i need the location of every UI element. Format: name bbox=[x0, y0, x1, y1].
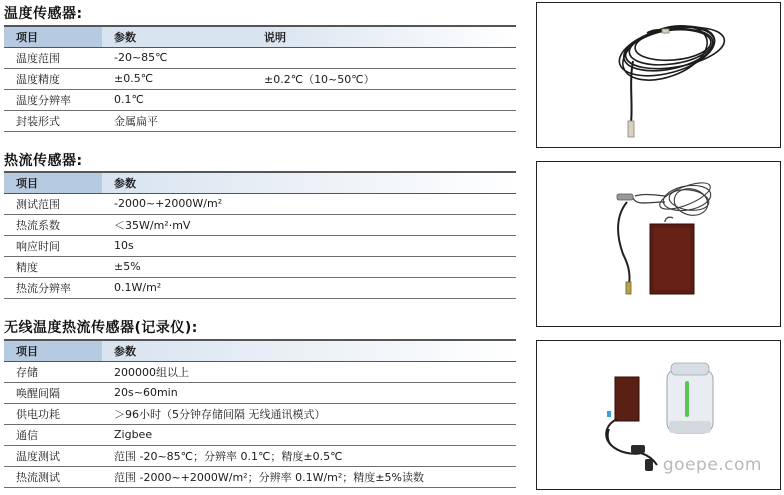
table-row bbox=[4, 110, 516, 131]
heat-flow-sensor-spec-table bbox=[4, 171, 516, 299]
table-row bbox=[4, 193, 516, 214]
table-row bbox=[4, 466, 516, 487]
row-label: 温度分辨率 bbox=[4, 89, 102, 110]
row-value: 200000组以上 bbox=[102, 361, 516, 382]
header-item: 项目 bbox=[4, 172, 102, 193]
temperature-sensor-spec-table bbox=[4, 25, 516, 132]
row-note bbox=[252, 89, 516, 110]
row-note bbox=[252, 47, 516, 68]
heat-flux-plate-icon bbox=[537, 162, 781, 327]
row-value: -20~85℃ bbox=[102, 47, 252, 68]
row-value: -2000~+2000W/m² bbox=[102, 193, 516, 214]
wireless-logger-spec-table bbox=[4, 339, 516, 488]
cable-probe-icon bbox=[537, 3, 781, 148]
row-value: ±5% bbox=[102, 256, 516, 277]
temperature-sensor-probe-photo bbox=[536, 2, 781, 148]
row-label: 存储 bbox=[4, 361, 102, 382]
row-value: 20s~60min bbox=[102, 382, 516, 403]
row-label: 温度范围 bbox=[4, 47, 102, 68]
row-label: 测试范围 bbox=[4, 193, 102, 214]
table-row bbox=[4, 68, 516, 89]
row-label: 精度 bbox=[4, 256, 102, 277]
table-row bbox=[4, 89, 516, 110]
table-header-row bbox=[4, 172, 516, 193]
table-row bbox=[4, 47, 516, 68]
row-label: 热流系数 bbox=[4, 214, 102, 235]
row-label: 供电功耗 bbox=[4, 403, 102, 424]
header-item: 项目 bbox=[4, 26, 102, 47]
header-description: 说明 bbox=[252, 26, 516, 47]
header-item: 项目 bbox=[4, 340, 102, 361]
row-value: ＞96小时（5分钟存储间隔 无线通讯模式） bbox=[102, 403, 516, 424]
row-label: 温度精度 bbox=[4, 68, 102, 89]
row-value: 0.1W/m² bbox=[102, 277, 516, 298]
table-row bbox=[4, 277, 516, 298]
header-parameter: 参数 bbox=[102, 26, 252, 47]
row-value: 金属扁平 bbox=[102, 110, 252, 131]
table-row bbox=[4, 424, 516, 445]
table-row bbox=[4, 256, 516, 277]
row-value: 范围 -20~85℃；分辨率 0.1℃；精度±0.5℃ bbox=[102, 445, 516, 466]
row-label: 封装形式 bbox=[4, 110, 102, 131]
section-title-temperature-sensor: 温度传感器: bbox=[4, 6, 83, 22]
section-title-wireless-logger: 无线温度热流传感器(记录仪): bbox=[4, 320, 198, 336]
row-value: 0.1℃ bbox=[102, 89, 252, 110]
table-row bbox=[4, 382, 516, 403]
row-note bbox=[252, 110, 516, 131]
wireless-logger-photo bbox=[536, 340, 781, 490]
row-label: 通信 bbox=[4, 424, 102, 445]
row-value: ±0.5℃ bbox=[102, 68, 252, 89]
row-value: 10s bbox=[102, 235, 516, 256]
table-row bbox=[4, 235, 516, 256]
row-label: 唤醒间隔 bbox=[4, 382, 102, 403]
row-label: 温度测试 bbox=[4, 445, 102, 466]
table-header-row bbox=[4, 26, 516, 47]
section-title-heat-flow-sensor: 热流传感器: bbox=[4, 153, 83, 169]
row-label: 热流测试 bbox=[4, 466, 102, 487]
row-value: Zigbee bbox=[102, 424, 516, 445]
watermark-text: goepe.com bbox=[662, 455, 762, 475]
header-parameter: 参数 bbox=[102, 172, 516, 193]
row-note: ±0.2℃（10~50℃） bbox=[252, 68, 516, 89]
heat-flow-sensor-plate-photo bbox=[536, 161, 781, 327]
row-label: 热流分辨率 bbox=[4, 277, 102, 298]
row-value: 范围 -2000~+2000W/m²；分辨率 0.1W/m²；精度±5%读数 bbox=[102, 466, 516, 487]
table-header-row bbox=[4, 340, 516, 361]
table-row bbox=[4, 403, 516, 424]
header-parameter: 参数 bbox=[102, 340, 516, 361]
row-value: ＜35W/m²·mV bbox=[102, 214, 516, 235]
table-row bbox=[4, 361, 516, 382]
table-row bbox=[4, 445, 516, 466]
row-label: 响应时间 bbox=[4, 235, 102, 256]
table-row bbox=[4, 214, 516, 235]
